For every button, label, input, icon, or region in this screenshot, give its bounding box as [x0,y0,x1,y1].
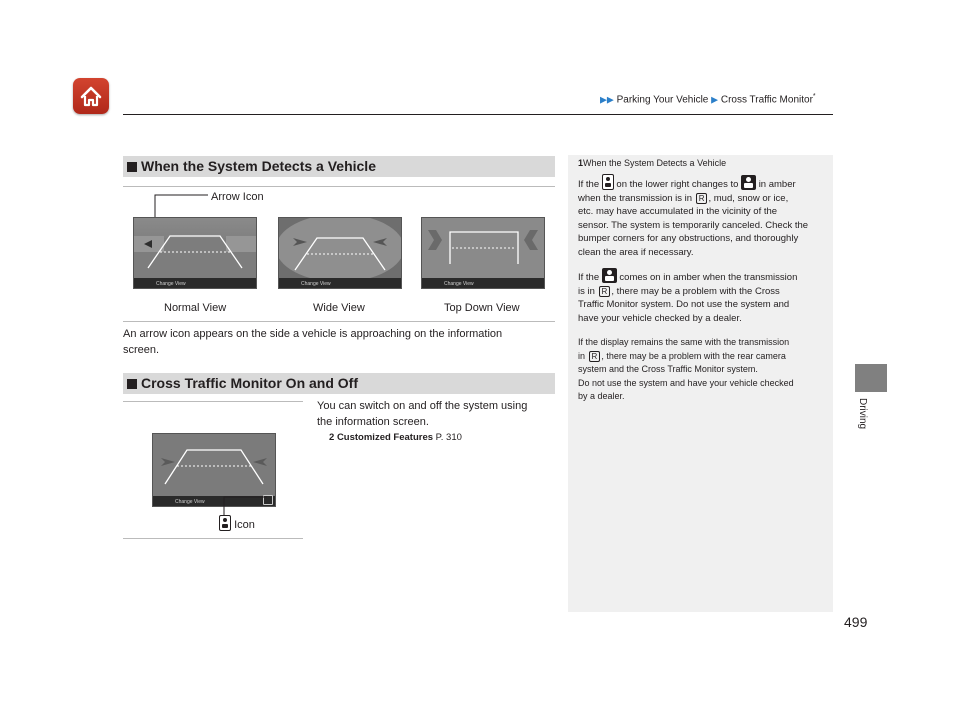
top-down-view-screen [421,217,545,289]
icon-caption [219,515,255,531]
change-view-text: Change View [444,281,474,287]
note-title-text: When the System Detects a Vehicle [583,158,727,168]
body-line: You can switch on and off the system using [317,400,528,412]
on-off-body [317,398,557,446]
breadcrumb [600,93,816,105]
arrow-icon-callout: Arrow Icon [211,191,264,203]
normal-view-screen [133,217,257,289]
chapter-tab[interactable] [855,364,887,392]
section-square-icon [127,379,137,389]
note-paragraph-1: If the on the lower right changes to in amber when the transmission is in R , mud, snow or ice, etc. may have accumulated in the vicinity of the sensor. The system is temporarily canceled. Check the bumper corners for any obstructions, and thoroughly clean the area if necessary. [578,174,828,259]
note-marker-icon: 1 [578,158,584,168]
reverse-gear-key: R [589,351,601,362]
breadcrumb-section[interactable]: Parking Your Vehicle [616,94,709,106]
home-button[interactable] [73,78,109,114]
guide-lines [279,218,401,278]
link-page: P. 310 [435,432,462,443]
on-off-figure [123,401,303,539]
guide-lines [153,434,275,496]
cross-traffic-monitor-icon [219,515,231,531]
paragraph-line: An arrow icon appears on the side a vehicle is approaching on the information [123,328,503,340]
change-view-text: Change View [301,281,331,287]
change-view-text: Change View [175,499,205,505]
body-line: the information screen. [317,416,429,428]
section-heading-text: When the System Detects a Vehicle [141,158,376,174]
note-paragraph-2: If the comes on in amber when the transmission is in R , there may be a problem with the Cross Traffic Monitor system. Do not use the system and have your vehicle checked by a dealer. [578,268,828,325]
notes-panel [568,155,833,612]
change-view-text: Change View [156,281,186,287]
footnote-mark: * [812,93,816,100]
paragraph-line: screen. [123,344,160,356]
guide-lines [422,218,544,278]
breadcrumb-arrow-icon: ▶ [711,94,719,105]
cross-traffic-monitor-icon [602,174,614,190]
monitor-off-icon [741,175,756,190]
note-title [578,158,726,168]
normal-view-caption: Normal View [164,302,227,314]
icon-caption-text: Icon [234,519,255,531]
note-paragraph-3: If the display remains the same with the transmission in R , there may be a problem with the rear camera system and the Cross Traffic Monitor system. Do not use the system and have your vehicle checked by a dealer. [578,337,794,401]
section-square-icon [127,162,137,172]
section-heading-detects [123,156,555,177]
cross-reference-link[interactable] [329,430,557,446]
wide-view-screen [278,217,402,289]
section-heading-on-off [123,373,555,394]
chapter-label: Driving [857,398,868,430]
detects-paragraph [123,326,555,358]
reverse-gear-key: R [599,286,611,297]
breadcrumb-page[interactable]: Cross Traffic Monitor [720,94,813,106]
link-arrow-icon: 2 [329,432,335,443]
breadcrumb-arrow-icon: ▶▶ [600,94,614,105]
link-text[interactable]: Customized Features [336,432,434,443]
page-number: 499 [844,614,868,630]
guide-lines [134,218,256,278]
section-heading-text: Cross Traffic Monitor On and Off [141,375,359,391]
home-icon [73,78,109,114]
monitor-warning-icon [602,268,617,283]
reverse-gear-key: R [696,193,708,204]
header-rule [123,114,833,115]
wide-view-caption: Wide View [313,302,365,314]
views-figure [123,186,555,322]
top-down-view-caption: Top Down View [444,302,520,314]
